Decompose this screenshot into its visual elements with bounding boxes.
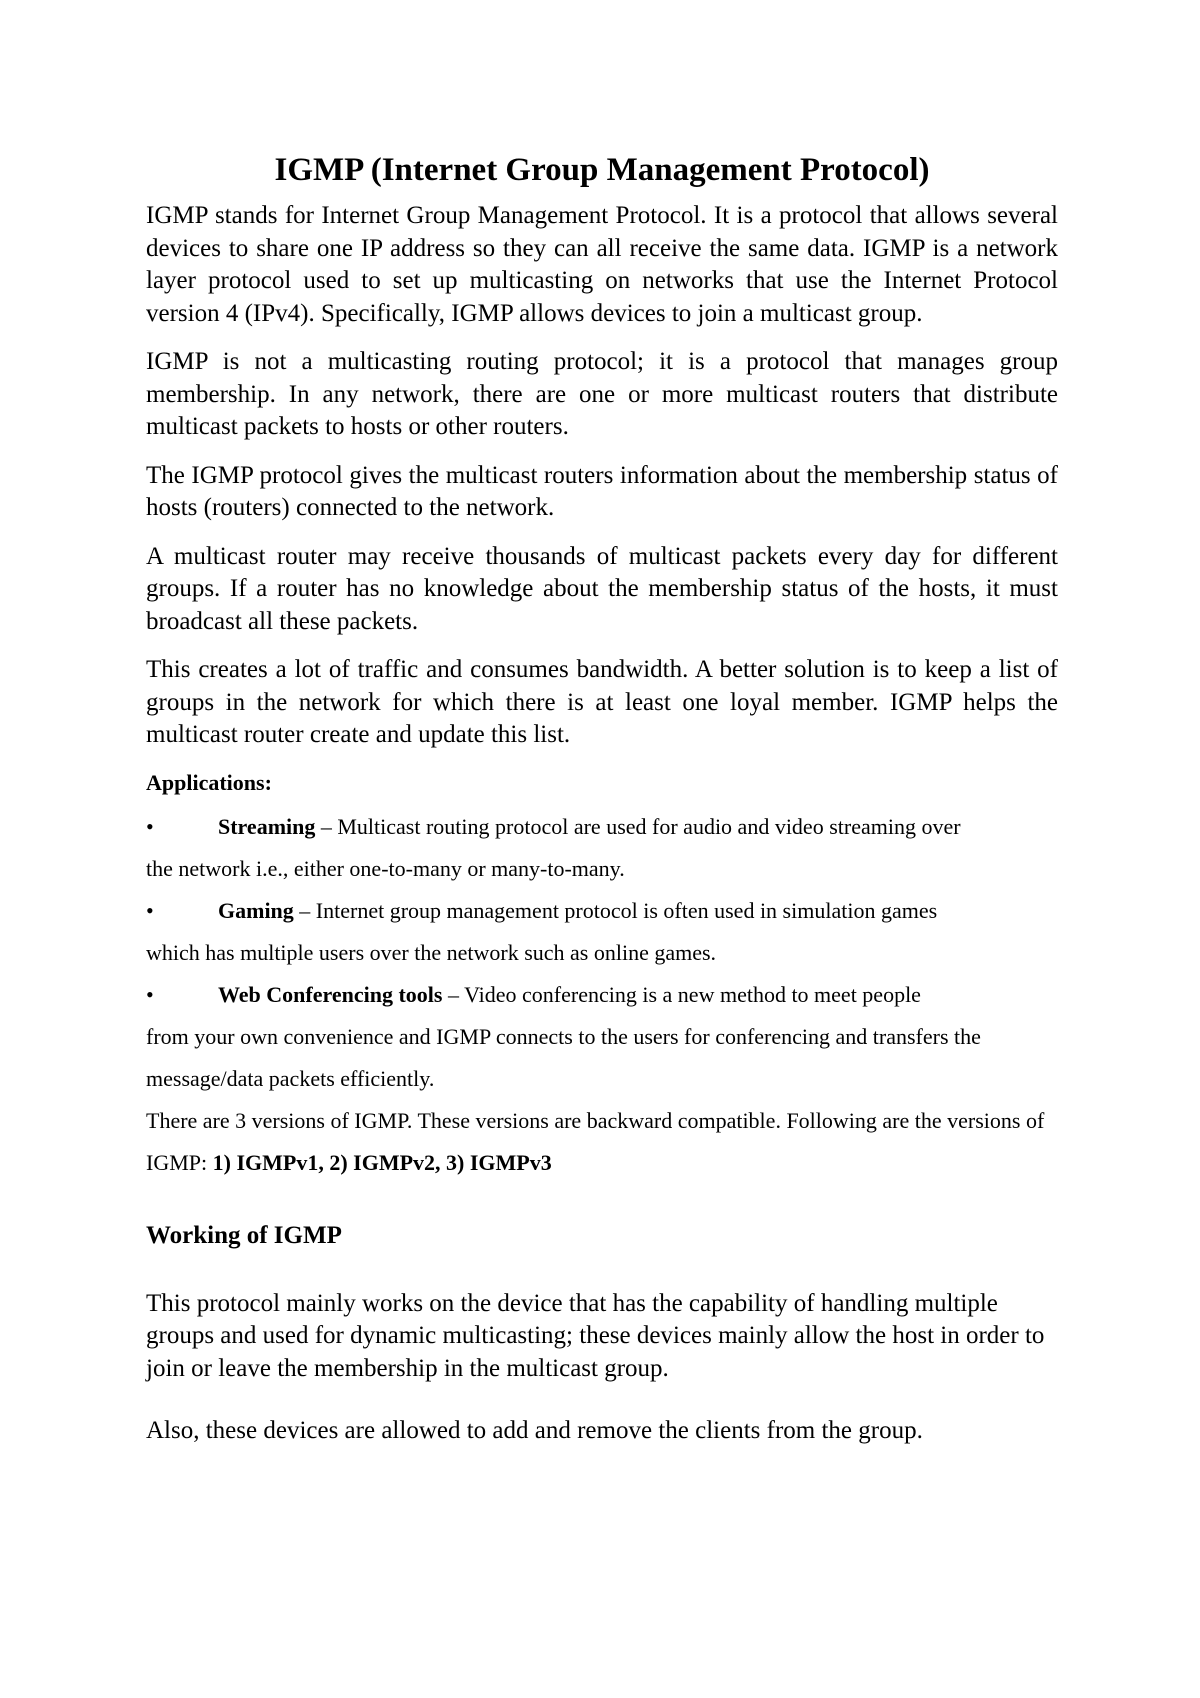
bullet-description: Internet group management protocol is often used in simulation games [315, 897, 938, 923]
bullet-icon: • [146, 813, 154, 839]
bullet-term: Gaming [218, 897, 294, 923]
bullet-first-line [146, 806, 1058, 848]
versions-paragraph [146, 1100, 1058, 1184]
bullet-icon: • [146, 897, 154, 923]
bullet-separator: – [293, 897, 316, 923]
membership-paragraph: IGMP is not a multicasting routing protocol; it is a protocol that manages group membership. In any network, there are one or more multicast routers that distribute multicast packets to hosts or other routers. [146, 348, 1058, 440]
working-paragraph: This protocol mainly works on the device that has the capability of handling multiple groups and used for dynamic multicasting; these devices mainly allow the host in order to join or leave the membership in the multicast group. [146, 1289, 1045, 1382]
bullet-description: Video conferencing is a new method to meet people [464, 981, 921, 1007]
bullet-separator: – [442, 981, 465, 1007]
versions-list: 1) IGMPv1, 2) IGMPv2, 3) IGMPv3 [212, 1149, 552, 1175]
bullet-separator: – [315, 813, 338, 839]
bullet-term: Web Conferencing tools [218, 981, 443, 1007]
versions-text: There are 3 versions of IGMP. These versions are backward compatible. Following are the versions of IGMP: [146, 1107, 1045, 1175]
bullet-first-line [146, 890, 1058, 932]
bullet-continuation: which has multiple users over the network such as online games. [146, 939, 717, 965]
bullet-term: Streaming [218, 813, 316, 839]
bullet-description: Multicast routing protocol are used for audio and video streaming over [337, 813, 961, 839]
list-item-web-conferencing [146, 974, 1058, 1100]
list-item-gaming [146, 890, 1058, 974]
protocol-info-paragraph: The IGMP protocol gives the multicast routers information about the membership status of hosts (routers) connected to the network. [146, 461, 1058, 521]
bullet-continuation: the network i.e., either one-to-many or many-to-many. [146, 855, 625, 881]
router-packets-paragraph: A multicast router may receive thousands of multicast packets every day for different groups. If a router has no knowledge about the membership status of the hosts, it must broadcast all these packets. [146, 542, 1058, 635]
traffic-paragraph: This creates a lot of traffic and consumes bandwidth. A better solution is to keep a list of groups in the network for which there is at least one loyal member. IGMP helps the multicast router create and update this list. [146, 656, 1058, 748]
list-item-streaming [146, 806, 1058, 890]
document-title: IGMP (Internet Group Management Protocol) [274, 152, 930, 188]
bullet-continuation: from your own convenience and IGMP connects to the users for conferencing and transfers the message/data packets efficiently. [146, 1023, 981, 1091]
intro-paragraph: IGMP stands for Internet Group Management Protocol. It is a protocol that allows several devices to share one IP address so they can all receive the same data. IGMP is a network layer protocol used to set up multicasting on networks that use the Internet Protocol version 4 (IPv4). Specifically, IGMP allows devices to join a multicast group. [146, 202, 1058, 327]
applications-heading: Applications: [146, 769, 272, 795]
bullet-icon: • [146, 981, 154, 1007]
working-heading: Working of IGMP [146, 1221, 342, 1249]
document-content [146, 150, 1058, 1478]
bullet-first-line [146, 974, 1058, 1016]
working-clients-paragraph: Also, these devices are allowed to add and remove the clients from the group. [146, 1417, 923, 1444]
